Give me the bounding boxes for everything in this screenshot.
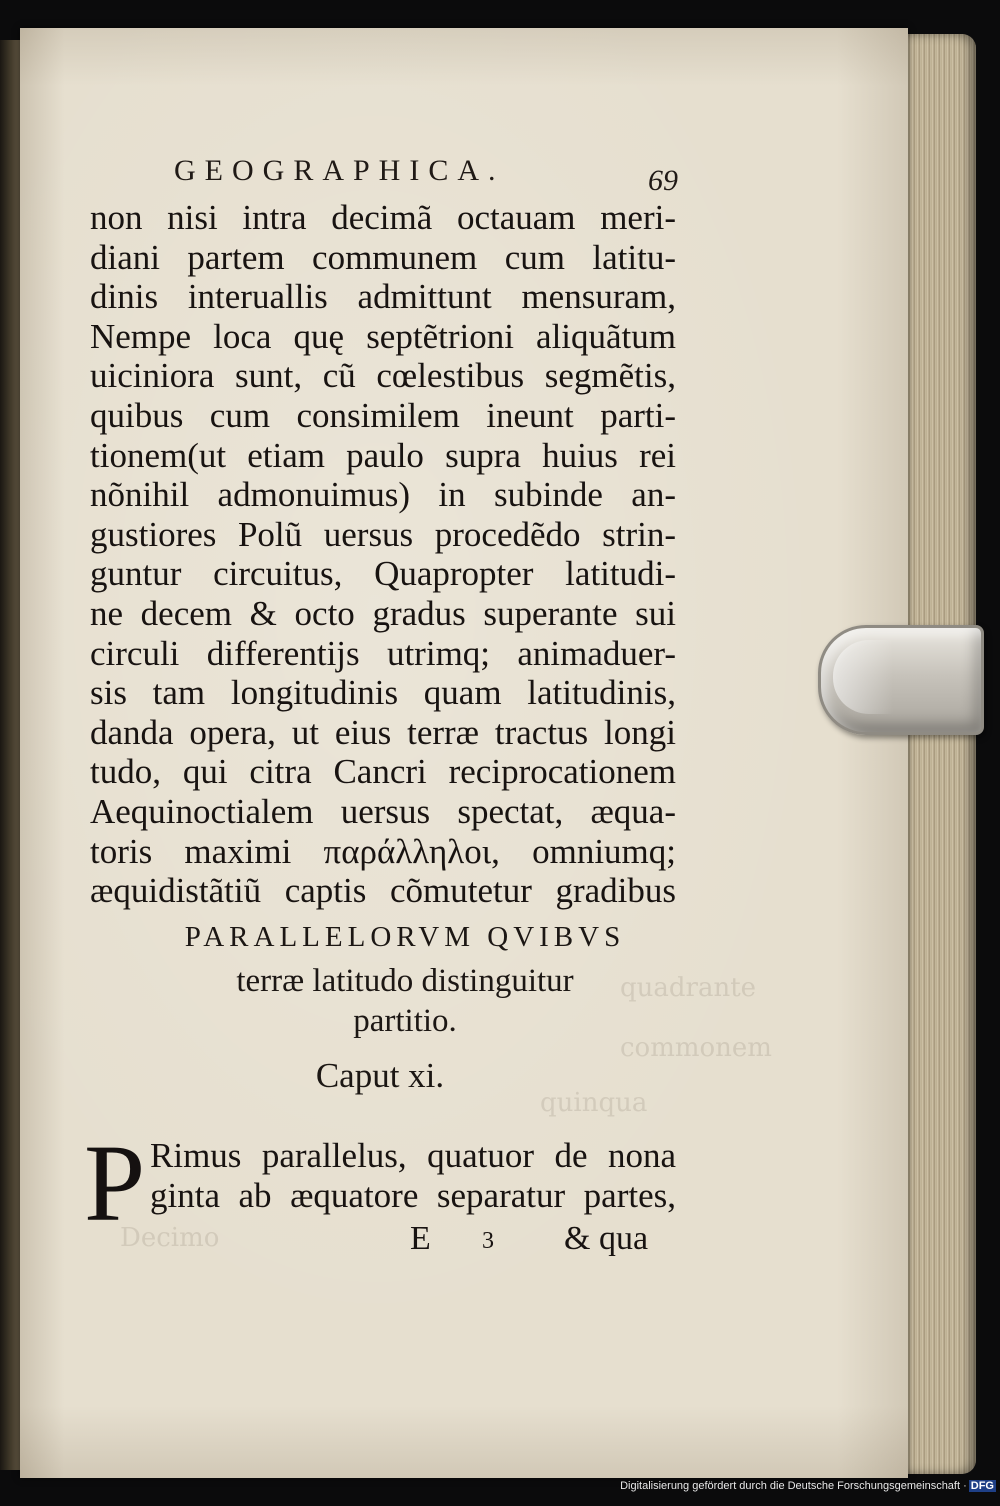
body-line: Aequinoctialem uersus spectat, æqua- xyxy=(90,792,676,831)
body-line: circuli differentijs utrimq; animaduer- xyxy=(90,633,676,673)
running-head: GEOGRAPHICA. xyxy=(174,154,505,187)
page-number: 69 xyxy=(648,164,678,197)
section-heading-line-3: partitio. xyxy=(353,1003,457,1039)
body-line: dinis interuallis admittunt mensuram, xyxy=(90,277,676,317)
facing-page-edge xyxy=(0,40,22,1470)
chapter-title: Caput xi. xyxy=(315,1056,445,1095)
body-line: æquidistãtiũ captis cõmutetur gradibus xyxy=(90,871,676,911)
body-line: uiciniora sunt, cũ cœlestibus segmẽtis, xyxy=(90,356,676,396)
body-line: Nempe loca quę septẽtrioni aliquãtum xyxy=(90,316,676,356)
body-line: gustiores Polũ uersus procedẽdo strin- xyxy=(90,514,676,554)
book-page xyxy=(20,28,908,1478)
body-line: nõnihil admonuimus) in subinde an- xyxy=(90,475,676,515)
dfg-logo: DFG xyxy=(970,1480,994,1492)
show-through-mark: quadrante xyxy=(620,973,757,1003)
paragraph-line-2: ginta ab æquatore separatur partes, xyxy=(150,1176,676,1215)
show-through-mark: Decimo xyxy=(120,1223,220,1253)
body-line: tionem(ut etiam paulo supra huius rei xyxy=(90,435,676,475)
body-line: guntur circuitus, Quapropter latitudi- xyxy=(90,554,676,594)
digitization-credit xyxy=(606,1480,996,1492)
body-line: toris maximi παράλληλοι, omniumq; xyxy=(90,831,676,871)
body-line: diani partem communem cum latitu- xyxy=(90,237,676,277)
drop-cap: P xyxy=(84,1122,146,1244)
body-line: quibus cum consimilem ineunt parti- xyxy=(90,396,676,435)
section-heading-line-2: terræ latitudo distinguitur xyxy=(236,963,574,999)
section-heading: PARALLELORVM QVIBVS xyxy=(184,921,626,953)
page-stack-edge xyxy=(896,34,976,1474)
show-through-mark: quinqua xyxy=(540,1088,648,1118)
credit-text: Digitalisierung gefördert durch die Deutsche Forschungsgemeinschaft · xyxy=(620,1480,967,1492)
show-through-mark: commonem xyxy=(620,1033,772,1063)
signature-number: 3 xyxy=(482,1228,494,1254)
body-line: non nisi intra decimã octauam meri- xyxy=(90,198,676,237)
body-line: sis tam longitudinis quam latitudinis, xyxy=(90,673,676,713)
body-line: danda opera, ut eius terræ tractus longi xyxy=(90,712,676,752)
signature-mark: E xyxy=(410,1220,431,1257)
paragraph-line-1: Rimus parallelus, quatuor de nona xyxy=(150,1136,676,1175)
body-line: tudo, qui citra Cancri reciprocationem xyxy=(90,752,676,792)
body-line: ne decem & octo gradus superante sui xyxy=(90,594,676,633)
page-clip xyxy=(818,625,984,735)
catchword: & qua xyxy=(564,1220,649,1257)
